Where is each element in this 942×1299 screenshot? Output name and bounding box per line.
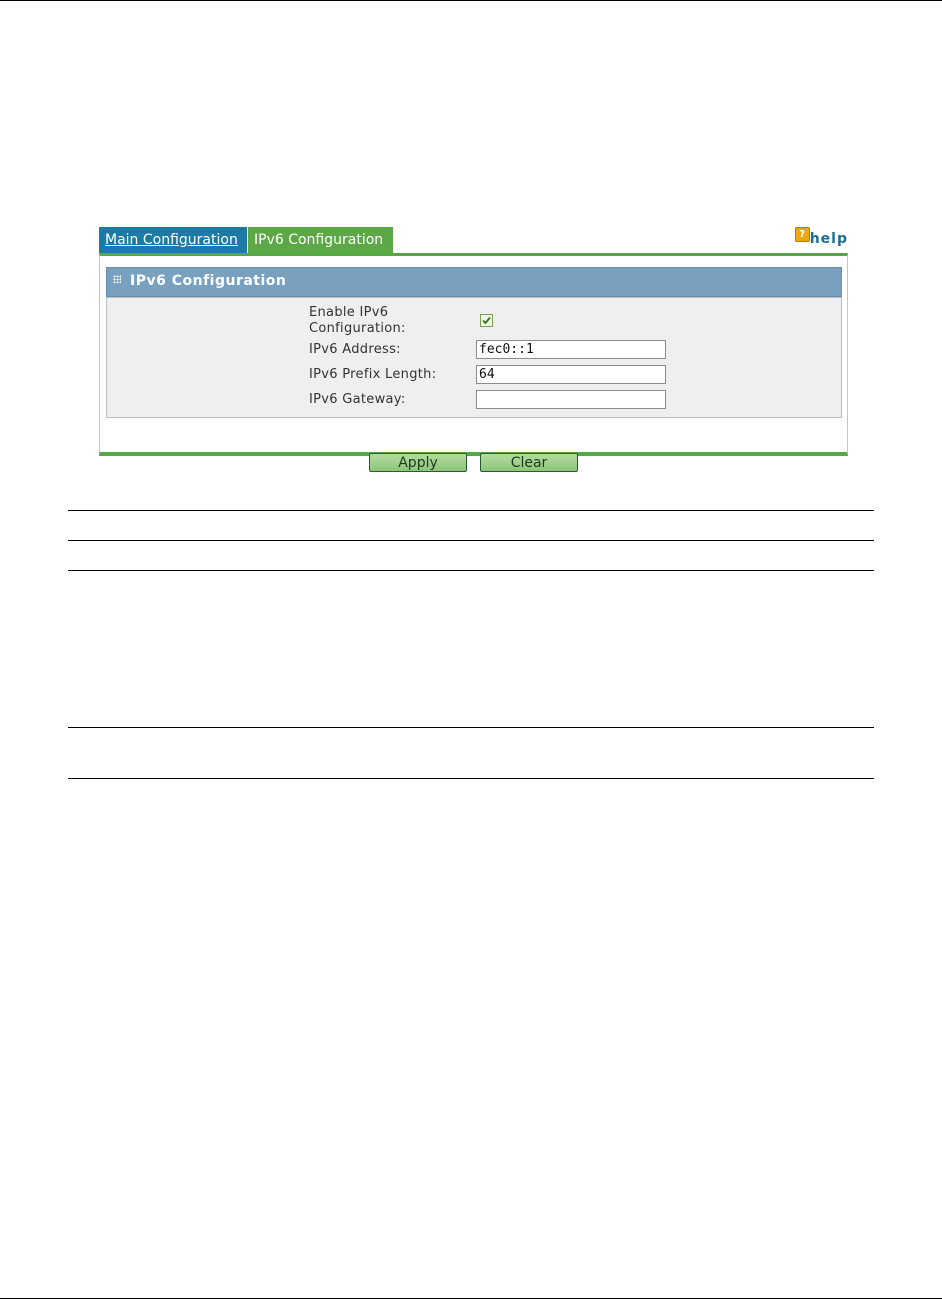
table-rule bbox=[68, 570, 874, 571]
ipv6-address-label: IPv6 Address: bbox=[309, 342, 401, 357]
help-label: help bbox=[809, 231, 848, 247]
table-rule bbox=[68, 778, 874, 779]
apply-button[interactable]: Apply bbox=[369, 453, 467, 472]
config-panel bbox=[99, 253, 848, 471]
table-rule bbox=[68, 510, 874, 511]
section-title: IPv6 Configuration bbox=[130, 273, 287, 289]
ipv6-address-input[interactable] bbox=[476, 340, 666, 359]
tab-main-configuration[interactable]: Main Configuration bbox=[99, 227, 247, 254]
enable-ipv6-checkbox[interactable] bbox=[480, 314, 493, 327]
tab-bar bbox=[99, 227, 393, 254]
help-icon: ? bbox=[795, 227, 810, 242]
enable-ipv6-label: Enable IPv6 Configuration: bbox=[309, 305, 406, 336]
checkmark-icon bbox=[481, 315, 492, 326]
ipv6-config-screen bbox=[99, 227, 848, 471]
grip-icon bbox=[113, 275, 121, 283]
page-top-rule bbox=[0, 0, 942, 1]
tab-ipv6-configuration[interactable]: IPv6 Configuration bbox=[248, 227, 393, 253]
section-header bbox=[106, 267, 842, 297]
ipv6-form bbox=[106, 297, 842, 418]
table-rule bbox=[68, 540, 874, 541]
table-rule bbox=[68, 727, 874, 728]
ipv6-prefix-length-input[interactable] bbox=[476, 365, 666, 384]
ipv6-gateway-input[interactable] bbox=[476, 390, 666, 409]
clear-button[interactable]: Clear bbox=[480, 453, 578, 472]
ipv6-prefix-length-label: IPv6 Prefix Length: bbox=[309, 367, 437, 382]
ipv6-gateway-label: IPv6 Gateway: bbox=[309, 392, 406, 407]
help-link[interactable] bbox=[795, 231, 848, 247]
